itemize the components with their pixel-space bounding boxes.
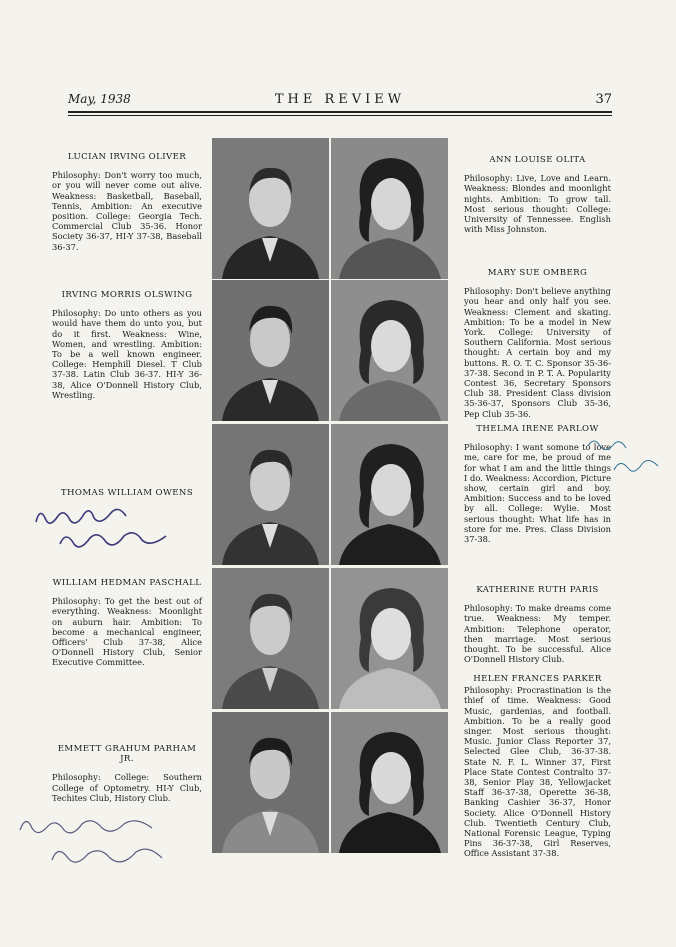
portrait-photo [331, 712, 448, 853]
student-name: EMMETT GRAHUM PARHAM JR. [57, 744, 197, 765]
portrait-photo [212, 712, 329, 853]
student-entry [464, 424, 611, 544]
student-bio: Philosophy: Do unto others as you would have them do unto you, but do it first. Weakness: Wine, Women, and wrestling. Ambition: To be a well known engineer. College: Hemphill Diesel. T Club 37-38. Latin Club 36-37. HI-Y 36-38, Alice O'Donnell History Club, Wrestling. [52, 308, 202, 400]
student-bio: Philosophy: Procrastination is the thief of time. Weakness: Good Music, gardenias, and football. Ambition. To be a really good singer. Most serious thought: Music. Junior Class Reporter 37, Selected Glee Club, 36-37-38. State N. F. L. Winner 37, First Place State Contest Contralto 37-38, Senior Play 38, Yellowjacket Staff 36-37-38, Operette 36-38, Banking Cashier 36-37, Honor Society. Alice O'Donnell History Club. Twentieth Century Club, National Forensic League, Typing Pins 36-37-38, Girl Reserves, Office Assistant 37-38. [464, 685, 611, 859]
student-entry [52, 744, 202, 803]
student-bio: Philosophy: Live, Love and Learn. Weakness: Blondes and moonlight nights. Ambition: To grow tall. Most serious thought: College: University of Tennessee. English with Miss Johnston. [464, 173, 611, 235]
student-entry [464, 585, 611, 664]
student-name: HELEN FRANCES PARKER [473, 674, 602, 684]
student-entry [52, 488, 202, 506]
student-entry [464, 268, 611, 419]
portrait-photo [331, 280, 448, 421]
student-bio: Philosophy: I want somone to love me, care for me, be proud of me for what I am and the little things I do. Weakness: Accordion, Picture show, certain girl and boy. Ambition: Success and to be loved by all. College: Wylie. Most serious thought: What life has in store for me. Pres. Class Division 37-38. [464, 442, 611, 545]
student-name: THOMAS WILLIAM OWENS [60, 488, 194, 498]
student-name: LUCIAN IRVING OLIVER [67, 152, 187, 162]
portrait-photo [331, 424, 448, 565]
student-entry [52, 290, 202, 400]
student-entry [52, 152, 202, 252]
student-name: WILLIAM HEDMAN PASCHALL [52, 578, 202, 588]
student-bio: Philosophy: To make dreams come true. Weakness: My temper. Ambition: Telephone operator, then marriage. Most serious thought. To be successful. Alice O'Donnell History Club. [464, 603, 611, 665]
student-bio: Philosophy: College: Southern College of Optometry. HI-Y Club, Techites Club, History Club. [52, 772, 202, 803]
page-number: 37 [595, 92, 612, 107]
portrait-photo [331, 568, 448, 709]
portrait-photo [212, 568, 329, 709]
portrait-photo [331, 138, 448, 279]
student-bio: Philosophy: Don't worry too much, or you will never come out alive. Weakness: Basketball, Baseball, Tennis, Ambition: An executive position. College: Georgia Tech. Commercial Club 35-36. Honor Society 36-37, HI-Y 37-38, Baseball 36-37. [52, 170, 202, 252]
student-entry [52, 578, 202, 668]
portrait-photo [212, 280, 329, 421]
header-title: THE REVIEW [274, 92, 406, 107]
portrait-photo [212, 138, 329, 279]
handwritten-signature [12, 806, 202, 880]
student-name: ANN LOUISE OLITA [489, 155, 586, 165]
student-name: IRVING MORRIS OLSWING [61, 290, 193, 300]
student-entry [464, 155, 611, 234]
header-date: May, 1938 [68, 92, 131, 106]
student-name: KATHERINE RUTH PARIS [476, 585, 599, 595]
header-rule-thin [68, 115, 612, 116]
page-header [68, 92, 612, 108]
student-bio: Philosophy: Don't believe anything you hear and only half you see. Weakness: Clement and skating. Ambition: To be a model in New York. College: University of Southern California. Most serious thought: A certain boy and my buttons. R. O. T. C. Sponsor 35-36-37-38. Second in P. T. A. Popularity Contest 36, Secretary Sponsors Club 38. President Class division 35-36-37, Sponsors Club 35-36, Pep Club 35-36. [464, 286, 611, 419]
student-bio: Philosophy: To get the best out of everything. Weakness: Moonlight on auburn hair. Ambition: To become a mechanical engineer, Officers' Club 37-38, Alice O'Donnell History Club, Senior Executive Committee. [52, 596, 202, 668]
header-rule [68, 111, 612, 113]
portrait-photo [212, 424, 329, 565]
student-name: MARY SUE OMBERG [487, 268, 588, 278]
student-entry [464, 674, 611, 859]
student-name: THELMA IRENE PARLOW [476, 424, 599, 434]
